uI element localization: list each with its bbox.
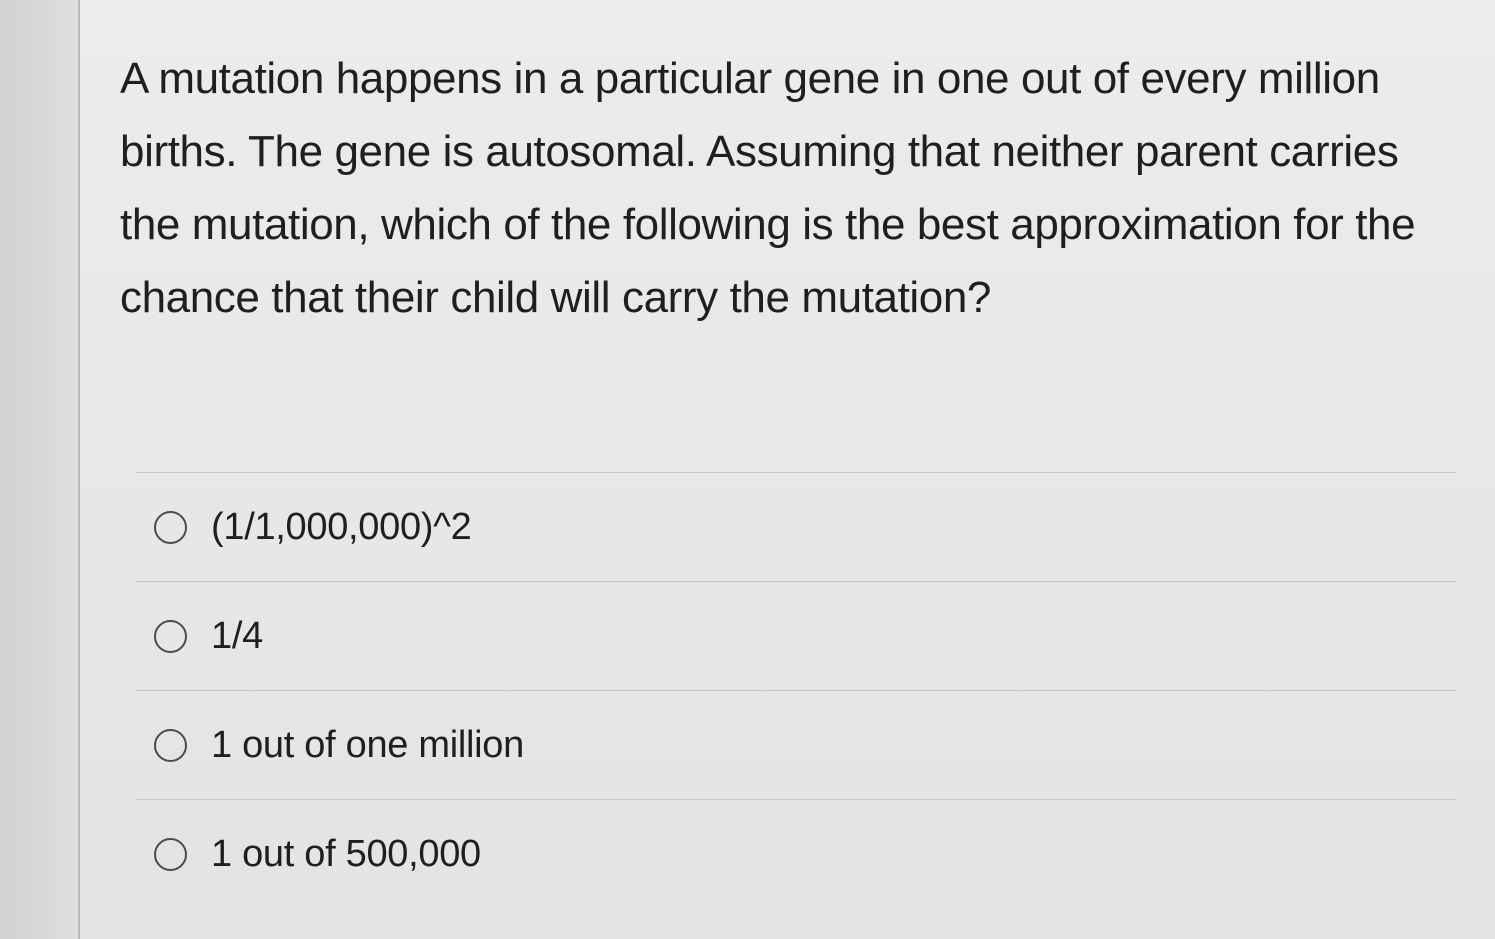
answer-option-label: 1 out of 500,000 (211, 832, 481, 875)
answer-option-1[interactable] (136, 473, 1456, 581)
answer-option-2[interactable] (136, 582, 1456, 690)
answer-option-label: (1/1,000,000)^2 (211, 505, 472, 548)
answer-option-label: 1 out of one million (211, 723, 524, 766)
radio-button-icon[interactable] (154, 729, 187, 762)
answer-option-label: 1/4 (211, 614, 263, 657)
question-text: A mutation happens in a particular gene in one out of every million births. The gene is autosomal. Assuming that neither parent carries the mutation, which of the following is the best approximation for the chance that their child will carry the mutation? (120, 54, 1416, 322)
radio-button-icon[interactable] (154, 511, 187, 544)
answer-option-3[interactable] (136, 691, 1456, 799)
left-margin (0, 0, 78, 939)
answer-option-4[interactable] (136, 800, 1456, 908)
radio-button-icon[interactable] (154, 838, 187, 871)
answer-options (136, 472, 1456, 908)
radio-button-icon[interactable] (154, 620, 187, 653)
question-panel (78, 0, 1495, 939)
